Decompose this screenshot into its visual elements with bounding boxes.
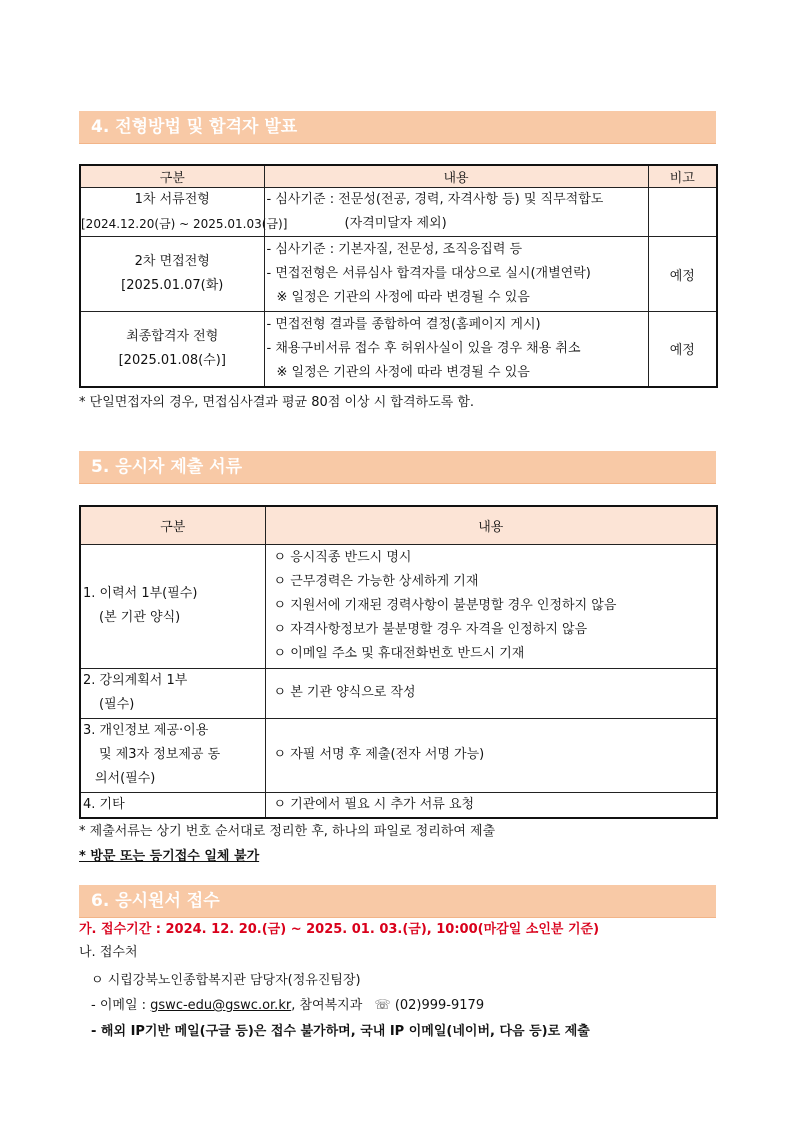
application-warning: - 해외 IP기반 메일(구글 등)은 접수 불가하며, 국내 IP 이메일(네이버, 다음 등)로 제출: [91, 1024, 590, 1039]
section-5-footnote: * 제출서류는 상기 번호 순서대로 정리한 후, 하나의 파일로 정리하여 제출: [79, 824, 496, 839]
item-line: (본 기관 양식): [99, 610, 181, 625]
content-cell: [265, 718, 717, 792]
item-cell: [80, 718, 265, 792]
content-line: - 면접전형 결과를 종합하여 결정(홈페이지 게시): [266, 316, 541, 332]
content-line: - 채용구비서류 접수 후 허위사실이 있을 경우 채용 취소: [266, 340, 581, 356]
contact-line: [91, 994, 484, 1013]
phone-number: (02)999-9179: [394, 998, 485, 1013]
header-category: 구분: [80, 506, 265, 544]
item-line: 의서(필수): [95, 771, 156, 786]
content-line: - 면접전형은 서류심사 합격자를 대상으로 실시(개별연락): [266, 266, 591, 281]
selection-method-table: [79, 164, 718, 388]
content-cell: [265, 792, 717, 818]
application-period: 가. 접수기간 : 2024. 12. 20.(금) ~ 2025. 01. 03.(금), 10:00(마감일 소인분 기준): [79, 922, 600, 937]
table-row: [80, 188, 717, 237]
section-5-warning: * 방문 또는 등기접수 일체 불가: [79, 849, 260, 864]
content-line: ㅇ 이메일 주소 및 휴대전화번호 반드시 기재: [273, 646, 525, 661]
content-cell: [264, 188, 648, 237]
documents-table: [79, 505, 718, 819]
application-place-label: 나. 접수처: [79, 945, 138, 960]
content-line: ※ 일정은 기관의 사정에 따라 변경될 수 있음: [276, 290, 530, 305]
note-cell: 예정: [648, 312, 717, 387]
item-line: 4. 기타: [83, 796, 125, 812]
note-cell: [648, 188, 717, 237]
section-5-title: 5. 응시자 제출 서류: [79, 451, 716, 484]
stage-cell: [80, 237, 264, 312]
stage-cell: [80, 188, 288, 237]
email-label: - 이메일 :: [91, 998, 151, 1013]
item-cell: [80, 668, 265, 718]
header-category: 구분: [80, 165, 264, 188]
item-line: 및 제3자 정보제공 동: [99, 747, 221, 762]
note-cell: 예정: [648, 237, 717, 312]
stage-name: 2차 면접전형: [134, 254, 210, 269]
stage-date: [2025.01.08(수)]: [118, 352, 226, 368]
table-row: [80, 792, 717, 818]
content-cell: [264, 237, 648, 312]
phone-icon: ☏: [374, 998, 391, 1013]
table-header-row: [80, 506, 717, 544]
content-cell: [264, 312, 648, 387]
content-line: ㅇ 근무경력은 가능한 상세하게 기재: [273, 574, 479, 589]
content-line: ㅇ 응시직종 반드시 명시: [273, 550, 412, 565]
table-row: [80, 312, 717, 387]
content-line: ※ 일정은 기관의 사정에 따라 변경될 수 있음: [276, 364, 530, 380]
header-content: 내용: [264, 165, 648, 188]
department: , 참여복지과: [291, 998, 363, 1013]
content-line: ㅇ 자필 서명 후 제출(전자 서명 가능): [273, 747, 485, 762]
content-cell: [265, 544, 717, 668]
section-4-footnote: * 단일면접자의 경우, 면접심사결과 평균 80점 이상 시 합격하도록 함.: [79, 395, 475, 410]
content-line: ㅇ 본 기관 양식으로 작성: [273, 685, 416, 700]
section-4-title: 4. 전형방법 및 합격자 발표: [79, 111, 716, 144]
stage-date: [2025.01.07(화): [121, 278, 224, 293]
item-cell: [80, 544, 265, 668]
item-cell: [80, 792, 265, 818]
header-note: 비고: [648, 165, 717, 188]
table-row: [80, 668, 717, 718]
content-line: - 심사기준 : 전문성(전공, 경력, 자격사항 등) 및 직무적합도: [266, 192, 604, 207]
content-line: ㅇ 자격사항정보가 불분명할 경우 자격을 인정하지 않음: [273, 622, 588, 637]
item-line: 2. 강의계획서 1부: [83, 673, 188, 688]
stage-cell: [80, 312, 264, 387]
content-line: ㅇ 지원서에 기재된 경력사항이 불분명할 경우 인정하지 않음: [273, 598, 617, 613]
content-line: ㅇ 기관에서 필요 시 추가 서류 요청: [273, 796, 475, 812]
application-office: ㅇ 시립강북노인종합복지관 담당자(정유진팀장): [91, 973, 361, 988]
stage-name: 1차 서류전형: [134, 192, 210, 207]
content-line: - 심사기준 : 기본자질, 전문성, 조직응집력 등: [266, 242, 523, 257]
stage-date: [2024.12.20(금) ~ 2025.01.03(금)]: [81, 217, 288, 231]
table-row: [80, 544, 717, 668]
table-row: [80, 718, 717, 792]
header-content: 내용: [265, 506, 717, 544]
item-line: (필수): [99, 697, 135, 712]
table-row: [80, 237, 717, 312]
stage-name: 최종합격자 전형: [126, 328, 219, 344]
content-line: (자격미달자 제외): [344, 216, 447, 231]
content-cell: [265, 668, 717, 718]
item-line: 3. 개인정보 제공·이용: [83, 723, 209, 738]
table-header-row: [80, 165, 717, 188]
item-line: 1. 이력서 1부(필수): [83, 586, 198, 601]
section-6-title: 6. 응시원서 접수: [79, 885, 716, 918]
email-link[interactable]: gswc-edu@gswc.or.kr: [150, 998, 292, 1013]
